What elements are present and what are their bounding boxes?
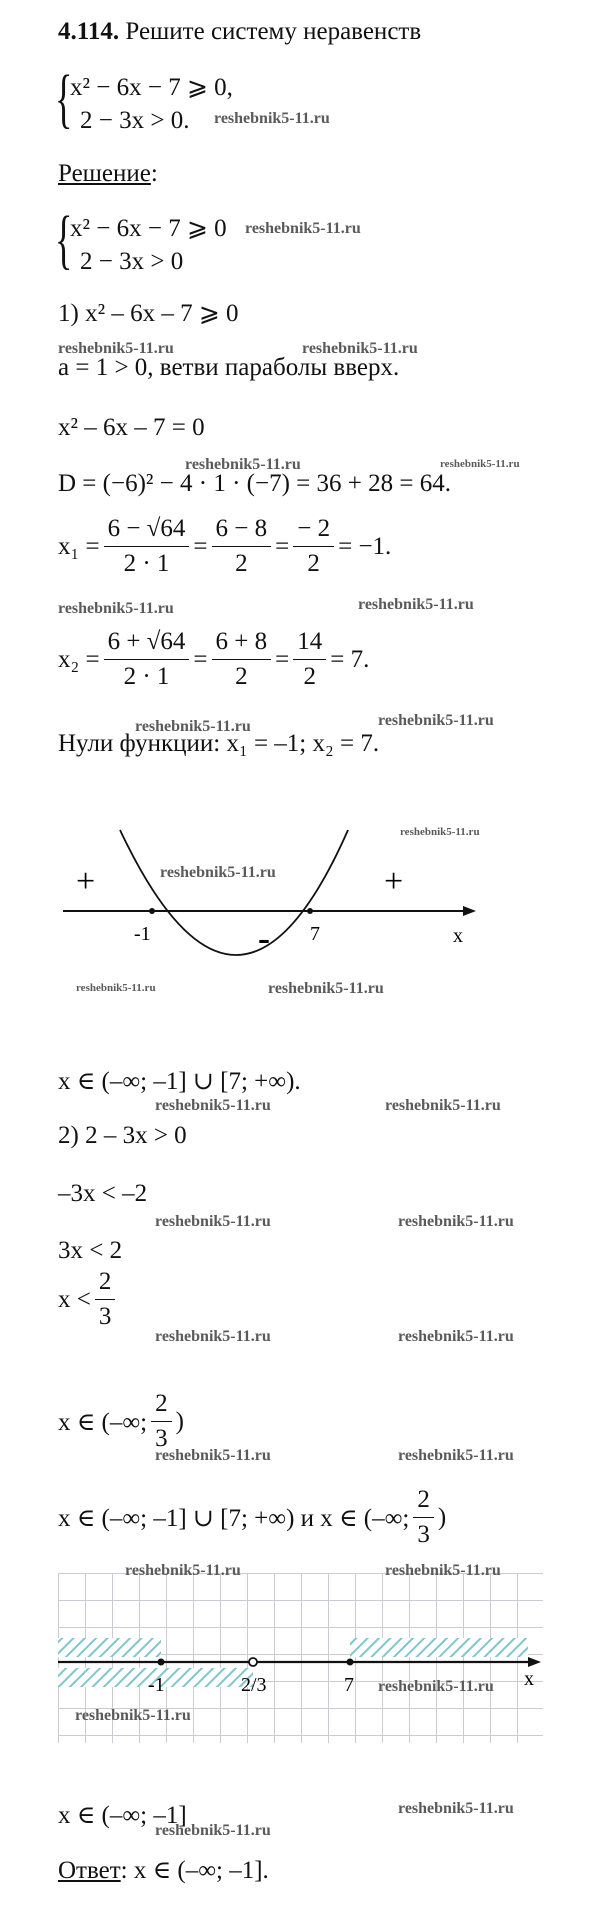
answer-label: Ответ bbox=[58, 1857, 121, 1884]
numberline-axis-label: x bbox=[524, 1668, 534, 1690]
x1-tail: = −1. bbox=[338, 532, 392, 560]
part2-label: 2) 2 – 3x > 0 bbox=[58, 1122, 187, 1149]
x2-eq-1: = bbox=[193, 645, 208, 673]
watermark: reshebnik5-11.ru bbox=[185, 456, 301, 473]
answer-value: : x ∈ (–∞; –1]. bbox=[120, 1857, 269, 1884]
x1-den-3: 2 bbox=[307, 550, 320, 577]
interval-num: 2 bbox=[151, 1390, 172, 1422]
solution-heading bbox=[58, 160, 158, 188]
watermark: reshebnik5-11.ru bbox=[76, 982, 156, 994]
interval-rhs: ) bbox=[175, 1407, 184, 1435]
x2-frac-1 bbox=[104, 628, 190, 691]
part2-step2: 3x < 2 bbox=[58, 1237, 123, 1264]
watermark: reshebnik5-11.ru bbox=[398, 1328, 514, 1345]
task-system-line-2: 2 − 3x > 0. bbox=[80, 107, 190, 134]
watermark: reshebnik5-11.ru bbox=[385, 1097, 501, 1114]
solution-heading-colon: : bbox=[150, 160, 158, 187]
graph-axis-label: x bbox=[453, 925, 463, 947]
watermark: reshebnik5-11.ru bbox=[214, 110, 330, 127]
step3-lhs: x < bbox=[58, 1285, 91, 1313]
root-point-left bbox=[149, 908, 155, 914]
combine-frac bbox=[413, 1486, 434, 1549]
combine-den: 3 bbox=[417, 1521, 430, 1548]
watermark: reshebnik5-11.ru bbox=[75, 1707, 191, 1724]
sign-minus: - bbox=[258, 918, 270, 958]
point-two-thirds bbox=[249, 1658, 257, 1666]
discriminant: D = (−6)² − 4 · 1 · (−7) = 36 + 28 = 64. bbox=[58, 470, 451, 497]
watermark: reshebnik5-11.ru bbox=[245, 220, 361, 237]
x2-num-2: 6 + 8 bbox=[212, 628, 272, 660]
watermark: reshebnik5-11.ru bbox=[155, 1447, 271, 1464]
x2-tail: = 7. bbox=[330, 645, 370, 673]
x1-lhs: x₁ = bbox=[58, 532, 100, 560]
x1-num-3: − 2 bbox=[293, 515, 334, 547]
interval-frac bbox=[151, 1390, 172, 1453]
numberline-tick-3: 7 bbox=[344, 1674, 354, 1696]
step3-num: 2 bbox=[95, 1268, 116, 1300]
point-seven bbox=[347, 1659, 354, 1666]
x2-lhs: x₂ = bbox=[58, 645, 100, 673]
task-system-line-1: x² − 6x − 7 ⩾ 0, bbox=[70, 74, 233, 101]
x1-num-2: 6 − 8 bbox=[212, 515, 272, 547]
solution-system-line-2: 2 − 3x > 0 bbox=[80, 248, 184, 275]
part2-step3 bbox=[58, 1268, 119, 1331]
solution-system-brace: { bbox=[55, 203, 73, 276]
x1-den-2: 2 bbox=[235, 550, 248, 577]
combine-rhs: ) bbox=[437, 1503, 447, 1531]
graph-tick-right: 7 bbox=[310, 923, 320, 945]
x1-eq-2: = bbox=[275, 532, 290, 560]
watermark: reshebnik5-11.ru bbox=[268, 980, 384, 997]
x2-den-1: 2 · 1 bbox=[123, 663, 170, 690]
x2-den-2: 2 bbox=[235, 663, 248, 690]
part1-note: a = 1 > 0, ветви параболы вверх. bbox=[58, 354, 400, 381]
part1-label: 1) x² – 6x – 7 ⩾ 0 bbox=[58, 300, 239, 327]
x1-frac-2 bbox=[212, 515, 272, 578]
system-brace: { bbox=[55, 62, 73, 135]
x2-num-1: 6 + √64 bbox=[104, 628, 190, 660]
task-title: Решите систему неравенств bbox=[125, 18, 422, 45]
interval-den: 3 bbox=[155, 1425, 168, 1452]
watermark: reshebnik5-11.ru bbox=[400, 826, 480, 838]
part1-equation: x² – 6x – 7 = 0 bbox=[58, 414, 205, 441]
root-point-right bbox=[307, 908, 313, 914]
watermark: reshebnik5-11.ru bbox=[58, 340, 174, 357]
sign-plus-right: + bbox=[384, 863, 404, 900]
watermark: reshebnik5-11.ru bbox=[155, 1328, 271, 1345]
watermark: reshebnik5-11.ru bbox=[378, 712, 494, 729]
watermark: reshebnik5-11.ru bbox=[160, 864, 276, 881]
x1-frac-1 bbox=[104, 515, 190, 578]
point-minus-one bbox=[158, 1659, 165, 1666]
watermark: reshebnik5-11.ru bbox=[135, 718, 251, 735]
watermark: reshebnik5-11.ru bbox=[358, 596, 474, 613]
sign-plus-left: + bbox=[76, 863, 96, 900]
x1-den-1: 2 · 1 bbox=[123, 550, 170, 577]
x2-eq-2: = bbox=[275, 645, 290, 673]
step3-den: 3 bbox=[98, 1303, 112, 1330]
task-number: 4.114. bbox=[58, 18, 120, 45]
interval-lhs: x ∈ (–∞; bbox=[58, 1408, 148, 1436]
watermark: reshebnik5-11.ru bbox=[58, 600, 174, 617]
watermark: reshebnik5-11.ru bbox=[398, 1213, 514, 1230]
numberline-tick-2: 2/3 bbox=[241, 1674, 267, 1696]
part1-answer: x ∈ (–∞; –1] ∪ [7; +∞). bbox=[58, 1068, 301, 1095]
watermark: reshebnik5-11.ru bbox=[378, 1678, 494, 1695]
solution-heading-text: Решение bbox=[58, 160, 151, 187]
x2-den-3: 2 bbox=[303, 663, 316, 690]
hatch-right-upper bbox=[350, 1638, 528, 1657]
graph-axis-arrow bbox=[463, 906, 476, 916]
part2-step1: –3x < –2 bbox=[58, 1180, 148, 1207]
watermark: reshebnik5-11.ru bbox=[302, 340, 418, 357]
numberline-arrow bbox=[528, 1657, 541, 1667]
hatch-left-upper bbox=[58, 1638, 161, 1657]
x1-frac-3 bbox=[293, 515, 334, 578]
x2-frac-3 bbox=[293, 628, 326, 691]
watermark: reshebnik5-11.ru bbox=[385, 1562, 501, 1579]
watermark: reshebnik5-11.ru bbox=[155, 1097, 271, 1114]
x1-num-1: 6 − √64 bbox=[104, 515, 190, 547]
watermark: reshebnik5-11.ru bbox=[398, 1447, 514, 1464]
watermark: reshebnik5-11.ru bbox=[155, 1822, 271, 1839]
numberline-tick-1: -1 bbox=[148, 1674, 165, 1696]
zeros-line: Нули функции: x₁ = –1; x₂ = 7. bbox=[58, 730, 380, 757]
part2-interval bbox=[58, 1390, 184, 1453]
step3-frac bbox=[95, 1268, 116, 1331]
x1-eq-1: = bbox=[193, 532, 208, 560]
combine-lhs: x ∈ (–∞; –1] ∪ [7; +∞) и x ∈ (–∞; bbox=[58, 1504, 410, 1532]
graph-tick-left: -1 bbox=[134, 923, 151, 945]
answer-line bbox=[58, 1855, 269, 1885]
root-x1 bbox=[58, 515, 391, 578]
root-x2 bbox=[58, 628, 369, 691]
x2-num-3: 14 bbox=[293, 628, 326, 660]
result-line: x ∈ (–∞; –1] bbox=[58, 1802, 187, 1829]
watermark: reshebnik5-11.ru bbox=[398, 1800, 514, 1817]
solution-system-line-1: x² − 6x − 7 ⩾ 0 bbox=[70, 215, 227, 242]
watermark: reshebnik5-11.ru bbox=[155, 1213, 271, 1230]
watermark: reshebnik5-11.ru bbox=[440, 458, 520, 470]
watermark: reshebnik5-11.ru bbox=[125, 1562, 241, 1579]
x2-frac-2 bbox=[212, 628, 272, 691]
combine-num: 2 bbox=[413, 1486, 434, 1518]
combine-line bbox=[58, 1486, 446, 1549]
task-header bbox=[58, 18, 421, 46]
